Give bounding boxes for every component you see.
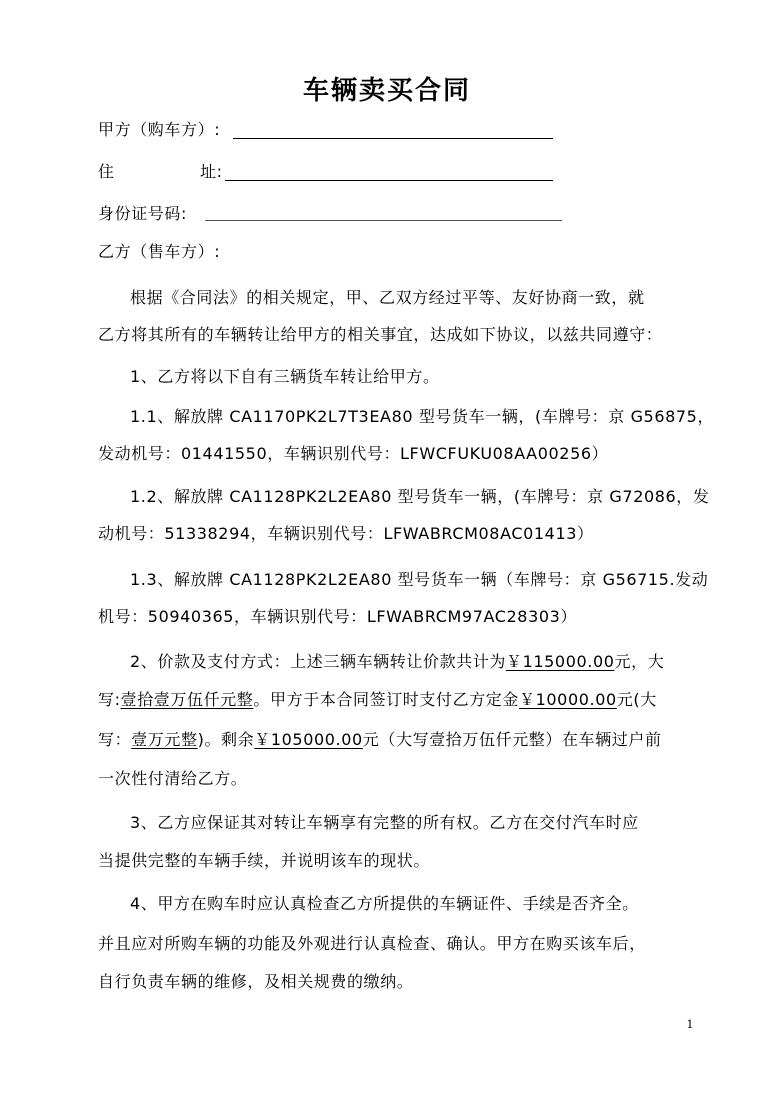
address-label-1: 住	[98, 162, 115, 181]
remaining-amount: ￥105000.00	[254, 730, 363, 749]
clause-2-text: 2、价款及支付方式：上述三辆车辆转让价款共计为	[130, 652, 506, 671]
party-b-label: 乙方（售车方）:	[98, 242, 221, 261]
id-label: 身份证号码:	[98, 204, 187, 223]
clause-2-text: 。甲方于本合同签订时支付乙方定金	[253, 690, 520, 709]
clause-1-3-line-2: 机号：50940365，车辆识别代号：LFWABRCM97AC28303）	[98, 607, 578, 626]
clause-2-text: 写：	[98, 730, 132, 749]
deposit-words: 壹万元整	[131, 730, 198, 749]
clause-1-1-line-1: 1.1、解放牌 CA1170PK2L7T3EA80 型号货车一辆，(车牌号：京 G56875，	[130, 407, 715, 426]
document-title: 车辆卖买合同	[302, 76, 471, 106]
party-a-blank	[233, 138, 553, 139]
clause-2-text: )。剩余	[197, 730, 255, 749]
clause-1: 1、乙方将以下自有三辆货车转让给甲方。	[130, 367, 440, 386]
intro-line-1: 根据《合同法》的相关规定，甲、乙双方经过平等、友好协商一致，就	[130, 288, 645, 307]
total-price: ￥115000.00	[505, 652, 615, 671]
deposit-amount: ￥10000.00	[519, 690, 617, 709]
clause-2-text: 写:	[98, 690, 121, 709]
clause-4-line-2: 并且应对所购车辆的功能及外观进行认真检查、确认。甲方在购买该车后，	[98, 934, 646, 953]
clause-1-2-line-1: 1.2、解放牌 CA1128PK2L2EA80 型号货车一辆，(车牌号：京 G72086，发	[130, 487, 710, 506]
clause-3-line-1: 3、乙方应保证其对转让车辆享有完整的所有权。乙方在交付汽车时应	[130, 813, 639, 832]
page-number: 1	[686, 1018, 694, 1031]
clause-1-1-line-2: 发动机号：01441550，车辆识别代号：LFWCFUKU08AA00256）	[98, 444, 609, 463]
clause-2-text: 元(大	[616, 690, 657, 709]
address-blank	[225, 180, 553, 181]
clause-2-text: 元，大	[614, 652, 665, 671]
clause-4-line-1: 4、甲方在购车时应认真检查乙方所提供的车辆证件、手续是否齐全。	[130, 894, 639, 913]
address-label-2: 址:	[200, 162, 223, 181]
intro-line-2: 乙方将其所有的车辆转让给甲方的相关事宜，达成如下协议，以兹共同遵守：	[98, 325, 663, 344]
clause-1-2-line-2: 动机号：51338294，车辆识别代号：LFWABRCM08AC01413）	[98, 524, 594, 543]
clause-2-text: 元（大写壹拾万伍仟元整）在车辆过户前	[362, 730, 662, 749]
party-a-label: 甲方（购车方）:	[98, 120, 221, 139]
clause-1-3-line-1: 1.3、解放牌 CA1128PK2L2EA80 型号货车一辆（车牌号：京 G56715.发动	[130, 570, 709, 589]
clause-2-line-4: 一次性付清给乙方。	[98, 769, 248, 788]
id-line	[98, 202, 713, 226]
total-price-words: 壹拾壹万伍仟元整	[120, 690, 254, 709]
clause-3-line-2: 当提供完整的车辆手续，并说明该车的现状。	[98, 851, 431, 870]
clause-4-line-3: 自行负责车辆的维修，及相关规费的缴纳。	[98, 972, 414, 991]
id-blank	[205, 220, 562, 221]
clause-2-line-3	[98, 728, 713, 752]
clause-2-line-1	[130, 650, 745, 674]
clause-2-line-2	[98, 688, 713, 712]
